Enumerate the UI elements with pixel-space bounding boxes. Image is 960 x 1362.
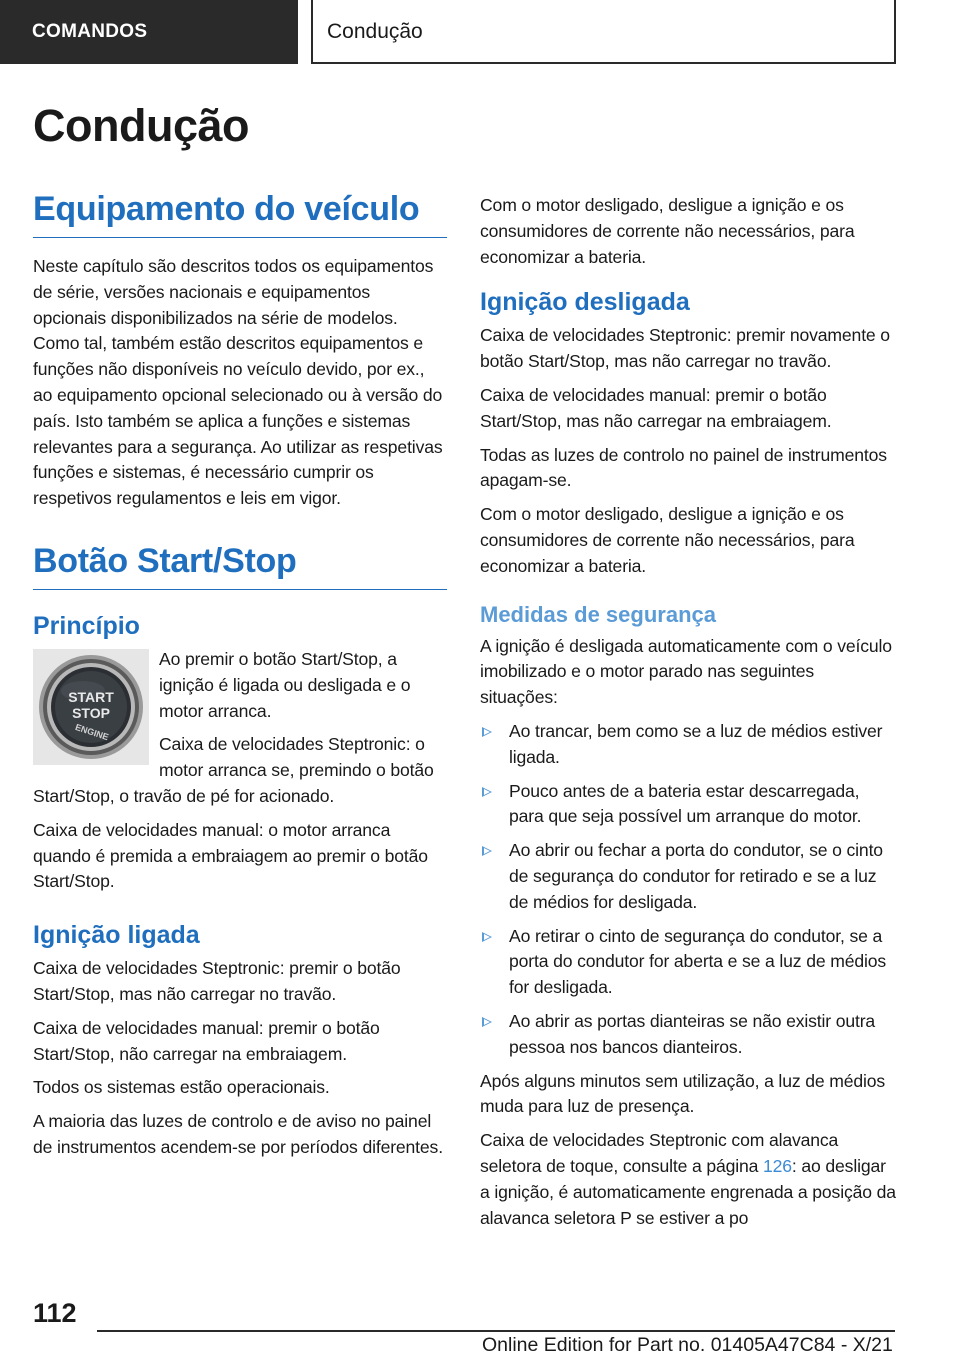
heading-safety: Medidas de segurança [480, 601, 716, 627]
heading-ignition-off: Ignição desligada [480, 288, 690, 317]
equipment-paragraph: Neste capítulo são descritos todos os equipamentos de série, versões nacionais e equipamentos opcionais disponibilizados na série de modelos. Como tal, também estão descritos equipamentos e funções não disponíveis no veículo devido, por ex., ao equipamento opcional selecionado ou à versão do país. Isto também se aplica a funções e sistemas relevantes para a segurança. Ao utilizar as respetivas funções e sistemas, é necessário cumprir os respetivos regulamentos e leis em vigor. [33, 256, 443, 509]
safety-list [480, 719, 896, 1061]
ignition-on-paragraph-2: Caixa de velocidades manual: premir o botão Start/Stop, não carregar na embraiagem. [33, 1017, 380, 1064]
left-column [33, 190, 447, 1169]
ignition-off-paragraph-1: Caixa de velocidades Steptronic: premir novamente o botão Start/Stop, mas não carregar no travão. [480, 325, 890, 372]
chapter-header: Condução [311, 0, 896, 64]
after-minutes-paragraph: Após alguns minutos sem utilização, a luz de médios muda para luz de presença. [480, 1070, 886, 1117]
page-number: 112 [33, 1298, 77, 1328]
heading-ignition-on: Ignição ligada [33, 921, 200, 950]
list-item: Ao trancar, bem como se a luz de médios estiver ligada. [480, 719, 896, 771]
list-item: Pouco antes de a bateria estar descarregada, para que seja possível um arranque do motor. [480, 779, 896, 831]
safety-paragraph: A ignição é desligada automaticamente com o veículo imobilizado e o motor parado nas seguintes situações: [480, 635, 892, 708]
triangle-bullet-icon [482, 1017, 492, 1027]
start-stop-button-icon [33, 649, 149, 765]
steptronic-paragraph: Caixa de velocidades Steptronic com alavanca seletora de toque, consulte a página 126: ao desligar a ignição, é automaticamente engrenada a posição da alavanca seletora P se estiver a po [480, 1130, 896, 1228]
list-item: Ao abrir as portas dianteiras se não existir outra pessoa nos bancos dianteiros. [480, 1009, 896, 1061]
principle-paragraph-1: Ao premir o botão Start/Stop, a ignição é ligada ou desligada e o motor arranca. [159, 648, 411, 721]
heading-principle: Princípio [33, 611, 140, 640]
page-title: Condução [33, 100, 249, 151]
principle-paragraph-2: Caixa de velocidades Steptronic: o motor arranca se, premindo o botão Start/Stop, o travão de pé for acionado. [33, 734, 434, 806]
ignition-off-paragraph-3: Todas as luzes de controlo no painel de instrumentos apagam-se. [480, 444, 887, 491]
list-item: Ao retirar o cinto de segurança do condutor, se a porta do condutor for aberta e se a luz de médios for desligada. [480, 924, 896, 1001]
heading-start-stop: Botão Start/Stop [33, 542, 447, 590]
right-column [480, 193, 896, 1239]
footer-divider [97, 1330, 895, 1332]
page-reference-link[interactable]: 126 [763, 1155, 792, 1176]
triangle-bullet-icon [482, 727, 492, 737]
ignition-on-paragraph-4: A maioria das luzes de controlo e de aviso no painel de instrumentos acendem-se por períodos diferentes. [33, 1111, 443, 1157]
principle-paragraph-3: Caixa de velocidades manual: o motor arranca quando é premida a embraiagem ao premir o botão Start/Stop. [33, 819, 428, 892]
triangle-bullet-icon [482, 846, 492, 856]
ignition-off-paragraph-2: Caixa de velocidades manual: premir o botão Start/Stop, mas não carregar na embraiagem. [480, 384, 832, 431]
heading-equipment: Equipamento do veículo [33, 190, 447, 238]
right-top-paragraph: Com o motor desligado, desligue a ignição e os consumidores de corrente não necessários, para economizar a bateria. [480, 195, 855, 267]
section-tab: COMANDOS [0, 0, 298, 64]
triangle-bullet-icon [482, 787, 492, 797]
start-stop-button-figure [33, 649, 149, 765]
ignition-off-paragraph-4: Com o motor desligado, desligue a ignição e os consumidores de corrente não necessários, para economizar a bateria. [480, 504, 855, 576]
list-item: Ao abrir ou fechar a porta do condutor, se o cinto de segurança do condutor for retirado e se a luz de médios for desligada. [480, 838, 896, 915]
ignition-on-paragraph-3: Todos os sistemas estão operacionais. [33, 1077, 330, 1098]
button-start-text: START [68, 688, 114, 705]
triangle-bullet-icon [482, 932, 492, 942]
ignition-on-paragraph-1: Caixa de velocidades Steptronic: premir o botão Start/Stop, mas não carregar no travão. [33, 958, 401, 1004]
footer-edition: Online Edition for Part no. 01405A47C84 - X/21 [482, 1334, 893, 1356]
button-engine-text: ENGINE [73, 722, 110, 743]
button-stop-text: STOP [72, 704, 110, 721]
